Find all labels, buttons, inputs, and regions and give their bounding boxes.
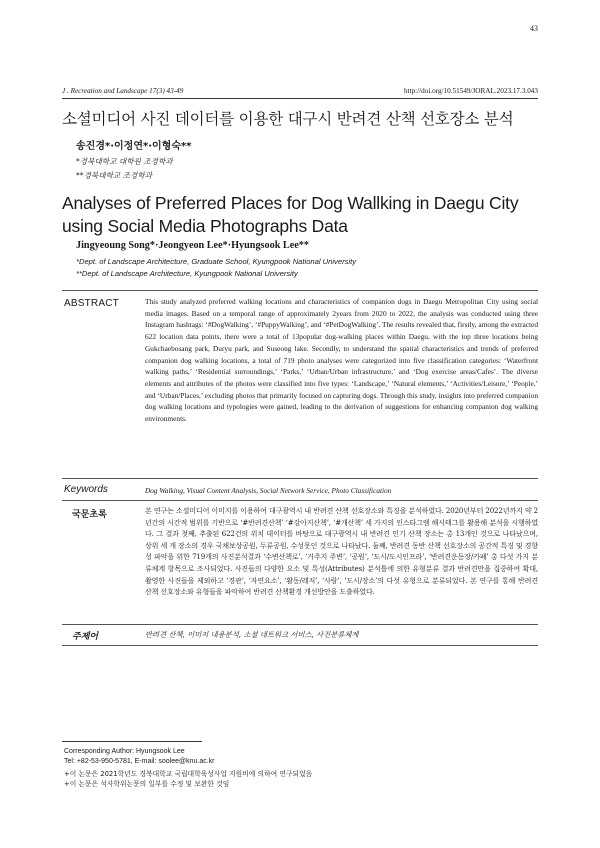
divider: [62, 290, 538, 291]
divider: [62, 624, 538, 625]
footnote-rule: [62, 741, 202, 742]
footnote-funding: +이 논문은 2021학년도 경북대학교 국립대학육성사업 지원비에 의하여 연구되었음: [64, 770, 313, 778]
divider: [62, 478, 538, 479]
korean-authors: 송진경*·이정연*·이형숙**: [76, 141, 192, 152]
keywords-label: Keywords: [64, 484, 108, 495]
footnote-contact: Tel: +82-53-950-5781, E-mail: soolee@knu.ac.kr: [64, 758, 215, 765]
footnote-thesis-note: +이 논문은 석사학위논문의 일부를 수정 및 보완한 것임: [64, 780, 230, 788]
abstract-text: This study analyzed preferred walking locations and characteristics of companion dogs in Daegu Metropolitan City using social media images. Based on a temporal range of approximately 2years from 2020 to 2022, the analysis was conducted using three Instagram hashtags: ‘#DogWalking’, ‘#PuppyWalking’, and ‘#PetDogWalking’. The results revealed that, firstly, among the extracted 622 location data points, there were a total of 13popular dog-walking places within Daegu, with the top three locations being Gukchaebosang park, Duryu park, and Suseong lake. Secondly, to understand the spatial characteristics and trends of preferred companion dog walking locations, a total of 719 photo analyses were categorized into five classification categories: ‘Waterfront walking paths,’ ‘Residential surroundings,’ ‘Parks,’ ‘Urban/Urban infrastructure,’ and ‘Dog exercise areas/Cafes’. The diverse elements and attributes of the photos were classified into five types: ‘Landscape,’ ‘Natural elements,’ ‘Activities/Leisure,’ ‘People,’ and ‘Urban/Places,’ excluding photos that primarily focused on capturing dogs. Through this study, insights into preferred companion dog walking locations and typologies were gained, leading to the derivation of suggestions for enhancing companion dog walking environments.: [145, 297, 538, 424]
korean-abstract-text: 본 연구는 소셜미디어 이미지를 이용하여 대구광역시 내 반려견 산책 선호장소와 특징을 분석하였다. 2020년부터 2022년까지 약 2년간의 시간적 범위를 기반으로 ‘#반려견산책’ ‘#강아지산책’, ‘#개산책’ 세 가지의 인스타그램 해시태그를 활용해 분석을 시행하였다. 그 결과 첫째, 추출된 622건의 위치 데이터를 바탕으로 대구광역시 내 반려견 인기 산책 장소는 총 13개인 것으로 나타났으며, 상위 세 개 장소의 경우 국채보상공원, 두류공원, 수성못인 것으로 나타났다. 둘째, 반려견 동반 산책 선호장소의 공간적 특징 및 경향성 파악을 위한 719개의 사진분석결과 ‘수변산책로’, ‘거주지 주변’, ‘공원’, ‘도시/도시인프라’, ‘반려견운동장/카페’ 총 다섯 가지 분류체계 항목으로 조사되었다. 사진들의 다양한 요소 및 특성(Attributes) 분석틀에 의한 유형분류 결과 반려견만을 집중하여 확대, 촬영한 사진들을 제외하고 ‘경관’, ‘자연요소’, ‘활동/레저’, ‘사람’, ‘도시/장소’의 다섯 유형으로 분류되었다. 본 연구를 통해 반려견 산책 선호장소와 유형들을 파악하여 반려견 산책환경 개선방안을 도출하였다.: [145, 506, 538, 597]
korean-abstract-label: 국문초록: [72, 510, 107, 520]
divider: [62, 645, 538, 646]
abstract-label: ABSTRACT: [64, 298, 119, 309]
keywords-text: Dog Walking, Visual Content Analysis, Social Network Service, Photo Classification: [145, 486, 392, 495]
header-rule: [62, 98, 538, 99]
english-affiliation-2: **Dept. of Landscape Architecture, Kyungpook National University: [76, 269, 298, 278]
korean-keywords-text: 반려견 산책, 이미지 내용분석, 소셜 네트워크 서비스, 사진분류체계: [145, 630, 359, 639]
english-authors: Jingyeoung Song*·Jeongyeon Lee*·Hyungsook Lee**: [76, 240, 309, 251]
english-affiliation-1: *Dept. of Landscape Architecture, Graduate School, Kyungpook National University: [76, 257, 357, 266]
footnote-corresponding-author: Corresponding Author: Hyungsook Lee: [64, 748, 185, 755]
korean-title: 소셜미디어 사진 데이터를 이용한 대구시 반려견 산책 선호장소 분석: [62, 110, 514, 128]
korean-affiliation-1: *경북대학교 대학원 조경학과: [76, 157, 173, 166]
korean-keywords-label: 주제어: [72, 632, 99, 642]
divider: [62, 500, 538, 501]
english-title: Analyses of Preferred Places for Dog Wallking in Daegu City using Social Media Photographs Data: [62, 193, 519, 236]
doi-link[interactable]: http://doi.org/10.51549/JORAL.2023.17.3.043: [403, 87, 538, 95]
journal-citation: J . Recreation and Landscape 17(3) 43-49: [62, 87, 184, 95]
korean-affiliation-2: **경북대학교 조경학과: [76, 171, 153, 180]
page-number: 43: [530, 24, 538, 33]
